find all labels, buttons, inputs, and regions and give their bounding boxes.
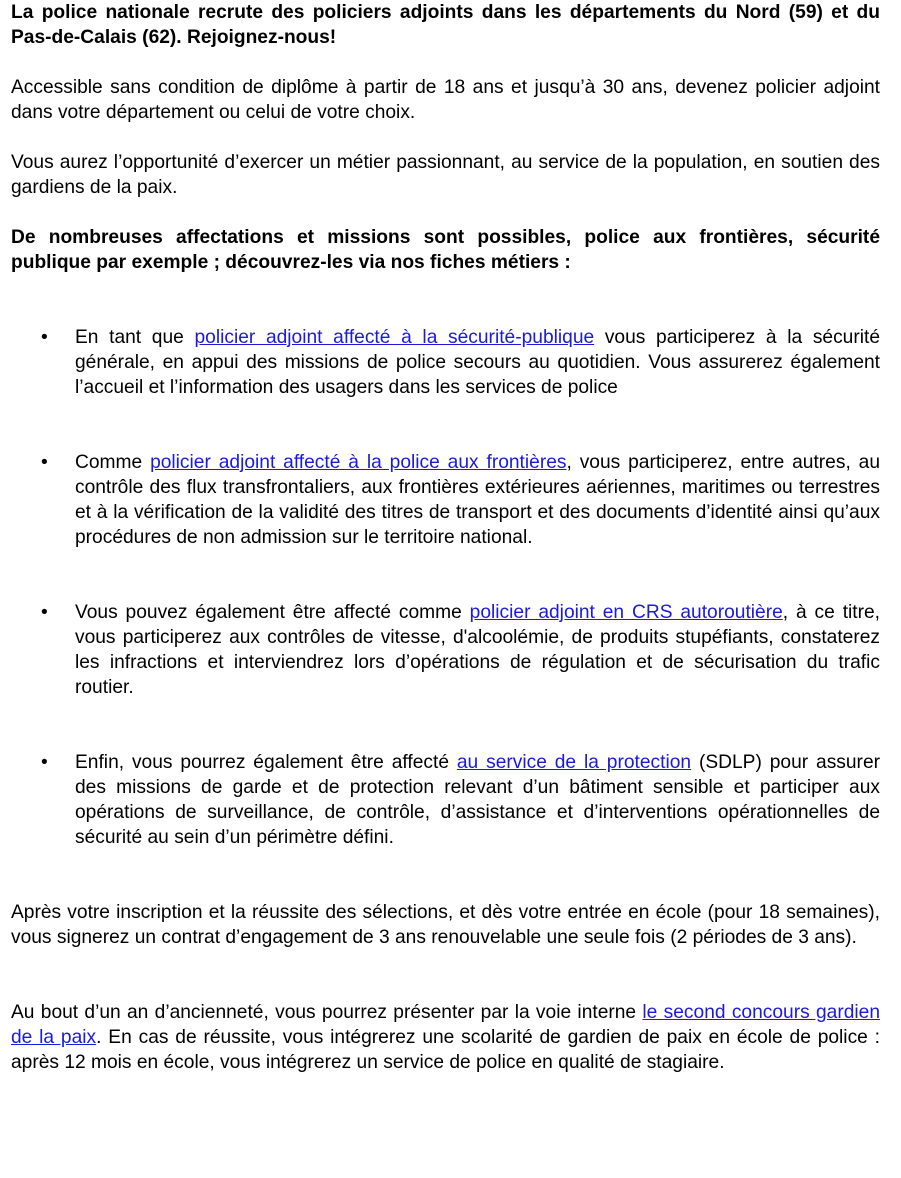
list-item-text: , vous participerez, entre autres, au contrôle des flux transfrontaliers, aux frontières extérieures aériennes, maritimes ou terrestres et à la vérification de la validité des titres de transport et des documents d’identité ainsi qu’aux procédures de non admission sur le territoire national.	[75, 452, 881, 548]
paragraph-text: Au bout d’un an d’ancienneté, vous pourrez présenter par la voie interne	[11, 1002, 643, 1023]
list-item-text: vous participerez à la sécurité générale, en appui des missions de police secours au quotidien. Vous assurerez également l’accueil et l’information des usagers dans les services de police	[75, 327, 880, 398]
paragraph-missions-heading: De nombreuses affectations et missions sont possibles, police aux frontières, sécurité publique par exemple ; découvrez-les via nos fiches métiers :	[11, 227, 880, 273]
paragraph-contract: Après votre inscription et la réussite des sélections, et dès votre entrée en école (pour 18 semaines), vous signerez un contrat d’engagement de 3 ans renouvelable une seule fois (2 périodes de 3 ans).	[11, 902, 880, 948]
list-item-text: , à ce titre, vous participerez aux contrôles de vitesse, d'alcoolémie, de produits stupéfiants, constaterez les infractions et interviendrez lors d’opérations de régulation et de sécurisation du trafic routier.	[75, 602, 881, 698]
paragraph-seniority	[11, 1000, 880, 1075]
link-service-protection[interactable]: au service de la protection	[456, 752, 692, 773]
link-second-concours[interactable]: le second concours gardien de la paix	[11, 1002, 881, 1048]
bullet-icon: •	[41, 327, 48, 348]
paragraph-text: . En cas de réussite, vous intégrerez une scolarité de gardien de paix en école de police : après 12 mois en école, vous intégrerez un service de police en qualité de stagiaire.	[11, 1027, 880, 1073]
paragraph-age-requirement: Accessible sans condition de diplôme à partir de 18 ans et jusqu’à 30 ans, devenez policier adjoint dans votre département ou celui de votre choix.	[11, 77, 880, 123]
paragraph-job-description: Vous aurez l’opportunité d’exercer un métier passionnant, au service de la population, en soutien des gardiens de la paix.	[11, 152, 880, 198]
bullet-icon: •	[41, 452, 48, 473]
page-title: La police nationale recrute des policiers adjoints dans les départements du Nord (59) et du Pas-de-Calais (62). Rejoignez-nous!	[11, 2, 880, 48]
document-page	[11, 0, 880, 1075]
list-item	[11, 600, 880, 700]
list-item	[11, 450, 880, 550]
list-item	[11, 325, 880, 400]
link-police-aux-frontieres[interactable]: policier adjoint affecté à la police aux frontières	[150, 452, 567, 473]
bullet-icon: •	[41, 752, 48, 773]
missions-list	[11, 325, 880, 850]
list-item-text: En tant que	[75, 327, 195, 348]
link-crs-autoroutiere[interactable]: policier adjoint en CRS autoroutière	[469, 602, 783, 623]
list-item-text: Enfin, vous pourrez également être affecté	[75, 752, 457, 773]
bullet-icon: •	[41, 602, 48, 623]
list-item-text: Comme	[75, 452, 151, 473]
list-item-text: (SDLP) pour assurer des missions de garde et de protection relevant d’un bâtiment sensible et participer aux opérations de surveillance, de contrôle, d’assistance et d’interventions opérationnelles de sécurité au sein d’un périmètre défini.	[75, 752, 881, 848]
list-item	[11, 750, 880, 850]
link-securite-publique[interactable]: policier adjoint affecté à la sécurité-publique	[194, 327, 595, 348]
list-item-text: Vous pouvez également être affecté comme	[75, 602, 470, 623]
